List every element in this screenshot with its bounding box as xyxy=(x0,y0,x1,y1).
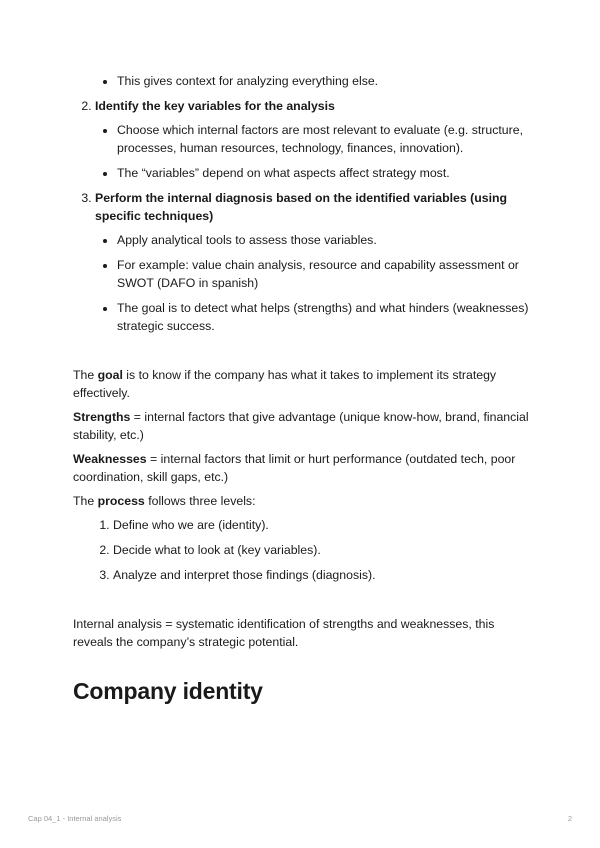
step-title: 3. Perform the internal diagnosis based on the identified variables (using specific techniques) xyxy=(95,191,508,223)
process-prefix: The xyxy=(73,494,98,508)
summary-paragraph: Internal analysis = systematic identification of strengths and weaknesses, this reveals the company’s strategic potential. xyxy=(73,617,495,649)
strengths-text: = internal factors that give advantage (unique know-how, brand, financial stability, etc.) xyxy=(73,410,529,442)
list-item: 1. Define who we are (identity). xyxy=(113,516,533,534)
step-bullets xyxy=(95,121,533,182)
section-heading: Company identity xyxy=(73,678,263,704)
step-item xyxy=(95,189,533,335)
steps-list xyxy=(73,97,533,335)
weaknesses-text: = internal factors that limit or hurt performance (outdated tech, poor coordination, skill gaps, etc.) xyxy=(73,452,516,484)
list-item: • The “variables” depend on what aspects affect strategy most. xyxy=(117,164,533,182)
step-item xyxy=(95,97,533,182)
process-paragraph xyxy=(73,492,533,510)
list-item: • This gives context for analyzing everything else. xyxy=(117,72,533,90)
goal-text: is to know if the company has what it takes to implement its strategy effectively. xyxy=(73,368,497,400)
list-item: • The goal is to detect what helps (strengths) and what hinders (weaknesses) strategic success. xyxy=(117,299,533,335)
list-item: 2. Decide what to look at (key variables). xyxy=(113,541,533,559)
intro-bullet-list xyxy=(73,72,533,90)
page-content xyxy=(73,72,533,705)
weaknesses-keyword: Weaknesses xyxy=(73,452,147,466)
list-item: • For example: value chain analysis, resource and capability assessment or SWOT (DAFO in spanish) xyxy=(117,256,533,292)
process-keyword: process xyxy=(97,494,145,508)
list-item: 3. Analyze and interpret those findings (diagnosis). xyxy=(113,566,533,584)
goal-prefix: The xyxy=(73,368,98,382)
strengths-paragraph xyxy=(73,408,533,444)
footer-title: Cap 04_1 - Internal analysis xyxy=(28,814,122,823)
strengths-keyword: Strengths xyxy=(73,410,131,424)
process-text: follows three levels: xyxy=(144,494,256,508)
list-item: • Apply analytical tools to assess those variables. xyxy=(117,231,533,249)
step-title: 2. Identify the key variables for the analysis xyxy=(95,99,335,113)
list-item: • Choose which internal factors are most relevant to evaluate (e.g. structure, processes, human resources, technology, finances, innovation). xyxy=(117,121,533,157)
goal-paragraph xyxy=(73,366,533,402)
process-list xyxy=(73,516,533,584)
goal-keyword: goal xyxy=(97,368,123,382)
weaknesses-paragraph xyxy=(73,450,533,486)
step-bullets xyxy=(95,231,533,335)
page-number: 2 xyxy=(567,814,572,823)
